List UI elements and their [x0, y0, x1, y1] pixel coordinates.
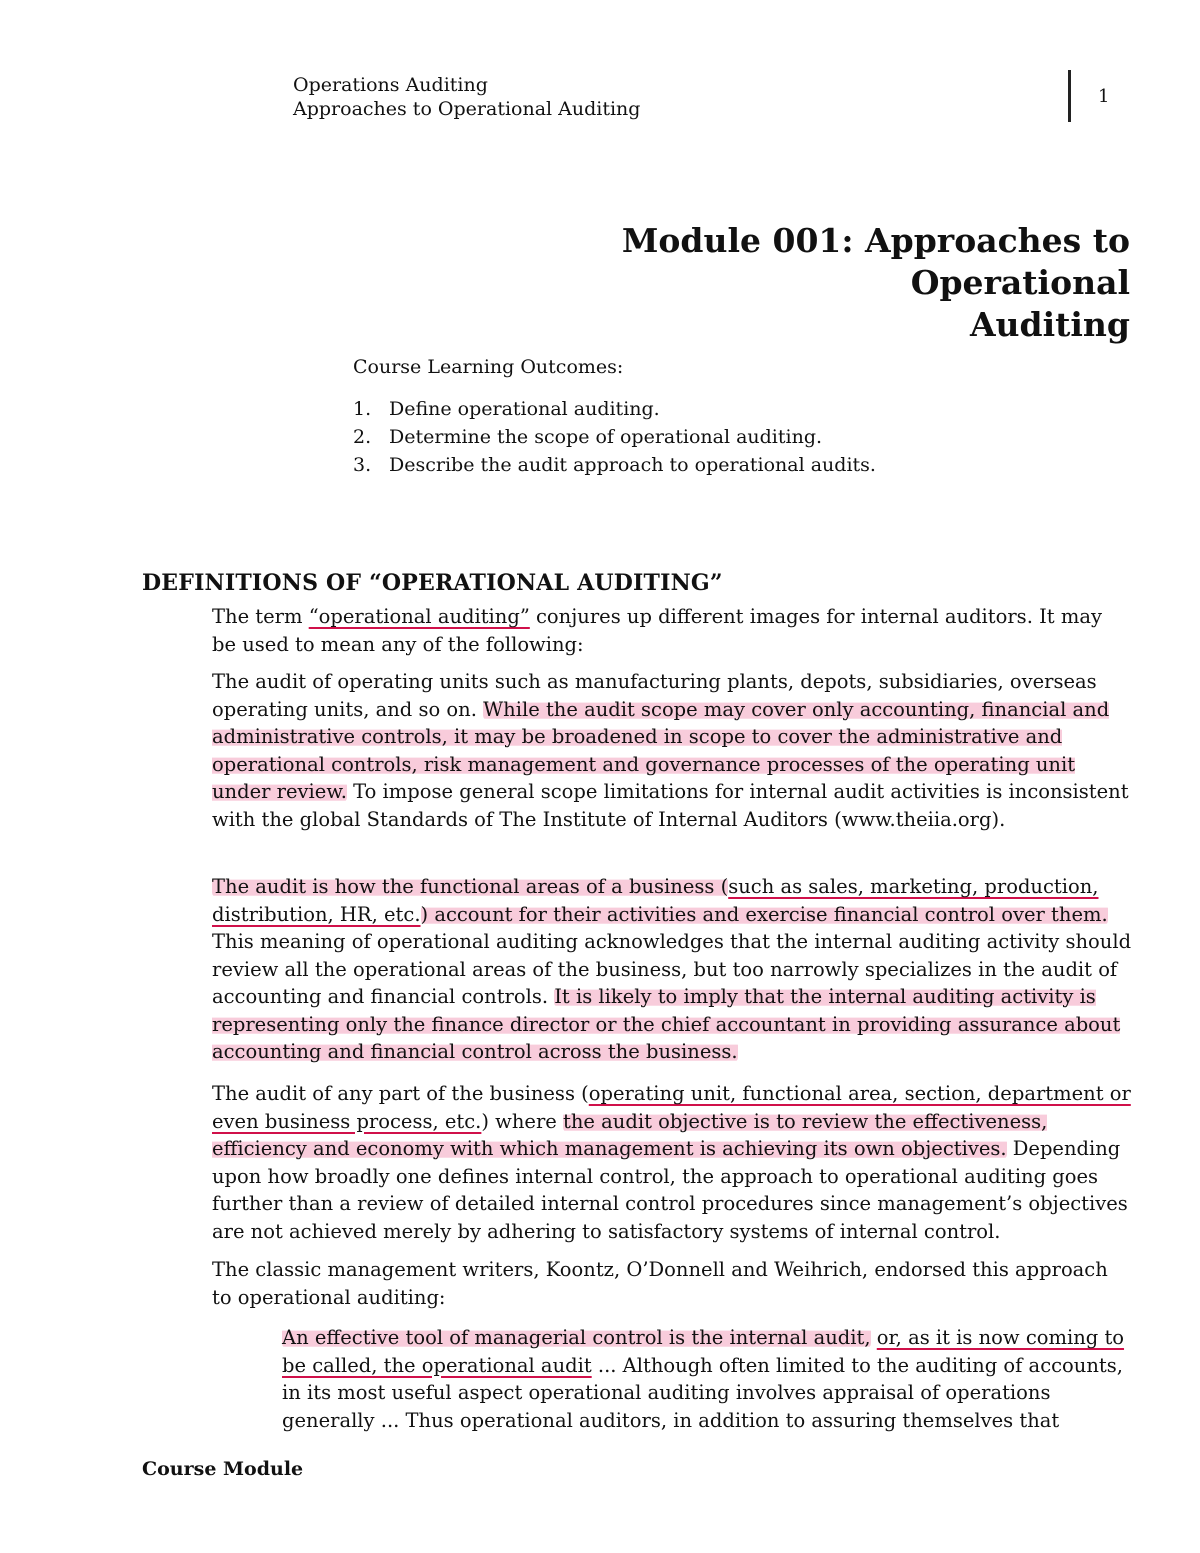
- header-course: Operations Auditing: [293, 74, 488, 96]
- text-run: The audit of any part of the business (: [212, 1082, 589, 1105]
- highlighted-text: The audit is how the functional areas of a business (: [212, 875, 729, 898]
- text-run: The audit of operating units such as manufacturing plants, depots, subsidiaries, overseas operating units, and so on.: [212, 670, 1097, 721]
- title-line-2: Auditing: [969, 305, 1130, 344]
- outcomes-list: [353, 395, 876, 479]
- running-header: [293, 73, 640, 121]
- list-text: Define operational auditing.: [389, 398, 660, 420]
- highlighted-text: An effective tool of managerial control is the internal audit,: [282, 1326, 871, 1349]
- list-number: 1.: [353, 398, 372, 420]
- text-run: Depending upon how broadly one defines internal control, the approach to operational auditing goes further than a review of detailed internal control procedures since management’s objectives are not achieved merely by adhering to satisfactory systems of internal control.: [212, 1137, 1128, 1243]
- text-run: conjures up different images for internal auditors. It may be used to mean any of the following:: [212, 605, 1102, 656]
- underlined-text: such as sales, marketing, production, distribution, HR, etc.: [212, 875, 1099, 926]
- list-number: 3.: [353, 454, 372, 476]
- list-text: Determine the scope of operational auditing.: [389, 426, 823, 448]
- list-number: 2.: [353, 426, 372, 448]
- list-item: [353, 451, 876, 479]
- header-divider: [1068, 70, 1071, 122]
- paragraph-4: [212, 1080, 1132, 1245]
- page-title: [460, 220, 1130, 346]
- underlined-text: or, as it is now coming to be called, the operational audit: [282, 1326, 1125, 1377]
- title-line-1: Module 001: Approaches to Operational: [621, 221, 1130, 302]
- highlighted-text: It is likely to imply that the internal auditing activity is representing only the finance director or the chief accountant in providing assurance about accounting and financial control across the business.: [212, 985, 1121, 1063]
- paragraph-5: The classic management writers, Koontz, O’Donnell and Weihrich, endorsed this approach to operational auditing:: [212, 1258, 1108, 1309]
- text-run: The term: [212, 605, 309, 628]
- text-run: ) where: [481, 1109, 564, 1133]
- paragraph-1: [212, 603, 1132, 658]
- text-run: To impose general scope limitations for internal audit activities is inconsistent with the global Standards of The Institute of Internal Auditors (www.theiia.org).: [212, 780, 1129, 831]
- outcomes-heading: Course Learning Outcomes:: [353, 356, 624, 378]
- list-text: Describe the audit approach to operational audits.: [389, 454, 876, 476]
- page-number: 1: [1098, 86, 1110, 107]
- block-quote: [282, 1324, 1132, 1434]
- underlined-text: “operational auditing”: [308, 605, 530, 628]
- highlighted-text: ) account for their activities and exercise financial control over them.: [420, 902, 1108, 926]
- section-heading: DEFINITIONS OF “OPERATIONAL AUDITING”: [142, 570, 723, 596]
- paragraph-3: [212, 873, 1132, 1066]
- highlighted-text: the audit objective is to review the effectiveness, efficiency and economy with which management is achieving its own objectives.: [212, 1109, 1048, 1160]
- page-footer: Course Module: [142, 1458, 304, 1480]
- list-item: [353, 423, 876, 451]
- underlined-text: operating unit, functional area, section, department or even business process, etc.: [212, 1082, 1131, 1133]
- paragraph-2: [212, 668, 1132, 833]
- highlighted-text: While the audit scope may cover only accounting, financial and administrative controls, it may be broadened in scope to cover the administrative and operational controls, risk management and governance processes of the operating unit under review.: [212, 697, 1110, 803]
- text-run: This meaning of operational auditing acknowledges that the internal auditing activity should review all the operational areas of the business, but too narrowly specializes in the audit of accounting and financial controls.: [212, 930, 1132, 1008]
- text-run: ... Although often limited to the auditing of accounts, in its most useful aspect operational auditing involves appraisal of operations generally ... Thus operational auditors, in addition to assuring themselves that: [282, 1353, 1123, 1432]
- header-subtitle: Approaches to Operational Auditing: [293, 98, 641, 120]
- list-item: [353, 395, 876, 423]
